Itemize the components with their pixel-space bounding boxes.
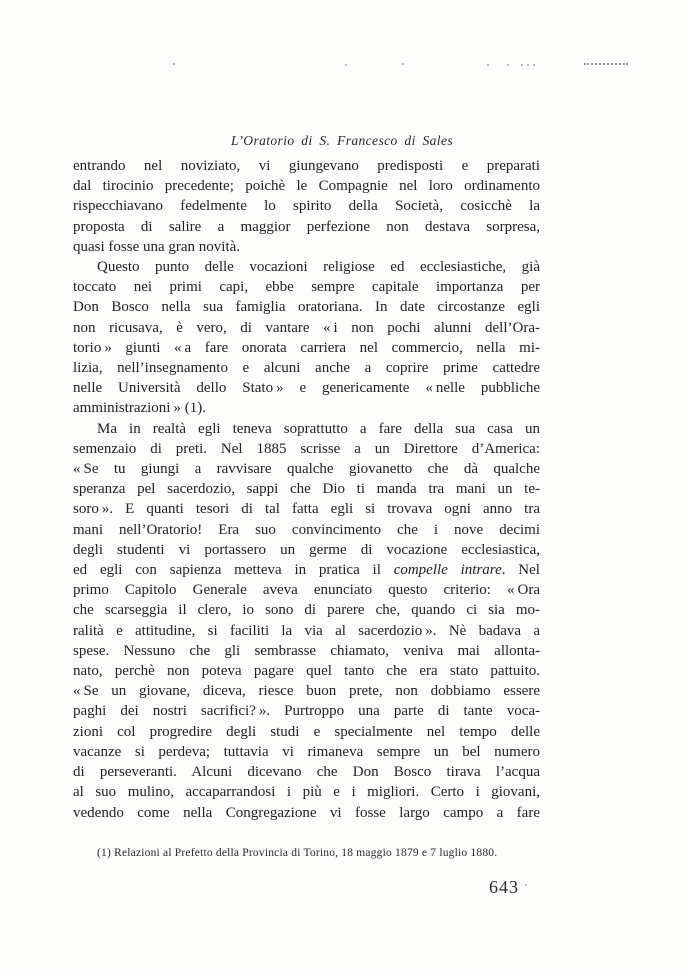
text-line: proposta di salire a maggior perfezione non destava sorpresa, [73,218,540,235]
text-line: speranza pel sacerdozio, sappi che Dio ti manda tra mani un te- [73,481,540,498]
text-line: soro ». E quanti tesori di tal fatta egli si trovava ogni anno tra [73,501,540,518]
text-line: amministrazioni » (1). [73,400,206,417]
text-line: paghi dei nostri sacrifici? ». Purtroppo una parte di tante voca- [73,703,540,720]
footnote: (1) Relazioni al Prefetto della Provincia di Torino, 18 maggio 1879 e 7 luglio 1880. [97,847,498,859]
page-body-text [73,156,540,823]
text-line: primo Capitolo Generale aveva enunciato questo criterio: « Ora [73,582,540,599]
scan-speck [487,64,489,66]
text-line: dal tirocinio precedente; poichè le Compagnie nel loro ordinamento [73,178,540,195]
text-line: « Se un giovane, diceva, riesce buon prete, non dobbiamo essere [73,683,540,700]
page-number: 643 [489,877,519,897]
text-line: toccato nei primi capi, ebbe sempre capitale importanza per [73,279,540,296]
scan-speck [345,64,347,66]
scan-speck [173,63,175,65]
scan-speck [507,64,509,66]
text-line: semenzaio di preti. Nel 1885 scrisse a un Direttore d’America: [73,440,540,457]
text-line: di perseveranti. Alcuni dicevano che Don Bosco tirava l’acqua [73,764,540,781]
scan-speck [525,884,527,886]
text-line: vedendo come nella Congregazione vi fosse largo campo a fare [73,804,540,821]
text-line: quasi fosse una gran novità. [73,238,241,255]
scan-speck [521,64,523,66]
text-line: nelle Università dello Stato » e genericamente « nelle pubbliche [73,380,540,397]
text-line: non ricusava, è vero, di vantare « i non pochi alunni dell’Ora- [73,319,540,336]
text-line: rispecchiavano fedelmente lo spirito della Società, cosicchè la [73,198,540,215]
text-line: che scarseggia il clero, io sono di parere che, quando ci sia mo- [73,602,540,619]
text-line: vacanze si perdeva; tuttavia vi rimaneva sempre un bel numero [73,743,540,760]
text-line: lizia, nell’insegnamento e alcuni anche a coprire prime cattedre [73,360,540,377]
text-line: Questo punto delle vocazioni religiose ed ecclesiastiche, già [97,259,540,276]
text-line: mani nell’Oratorio! Era suo convincimento che i nove decimi [73,521,540,538]
text-line: torio » giunti « a fare onorata carriera nel commercio, nella mi- [73,339,540,356]
scan-speck [402,63,404,65]
scan-speck [527,64,529,66]
text-line: degli studenti vi portassero un germe di vocazione ecclesiastica, [73,541,540,558]
text-line: entrando nel noviziato, vi giungevano predisposti e preparati [73,158,540,174]
text-line: « Se tu giungi a ravvisare qualche giovanetto che dà qualche [73,461,540,478]
scan-speck [533,64,535,66]
text-line: ed egli con sapienza metteva in pratica il compelle intrare. Nel [73,562,540,579]
text-line: nato, perchè non poteva pagare quel tanto che era stato pattuito. [73,663,540,680]
dotted-artifact [584,63,628,65]
text-line: spese. Nessuno che gli sembrasse chiamato, veniva mai allonta- [73,642,540,659]
text-line: zioni col progredire degli studi e specialmente nel tempo delle [73,723,540,740]
text-line: Don Bosco nella sua famiglia oratoriana. In date circostanze egli [73,299,540,316]
running-header: L’Oratorio di S. Francesco di Sales [231,133,453,148]
text-line: al suo mulino, accaparrandosi i più e i migliori. Certo i giovani, [73,784,540,801]
text-line: ralità e attitudine, si faciliti la via al sacerdozio ». Nè badava a [73,622,540,639]
text-line: Ma in realtà egli teneva soprattutto a fare della sua casa un [97,420,540,437]
